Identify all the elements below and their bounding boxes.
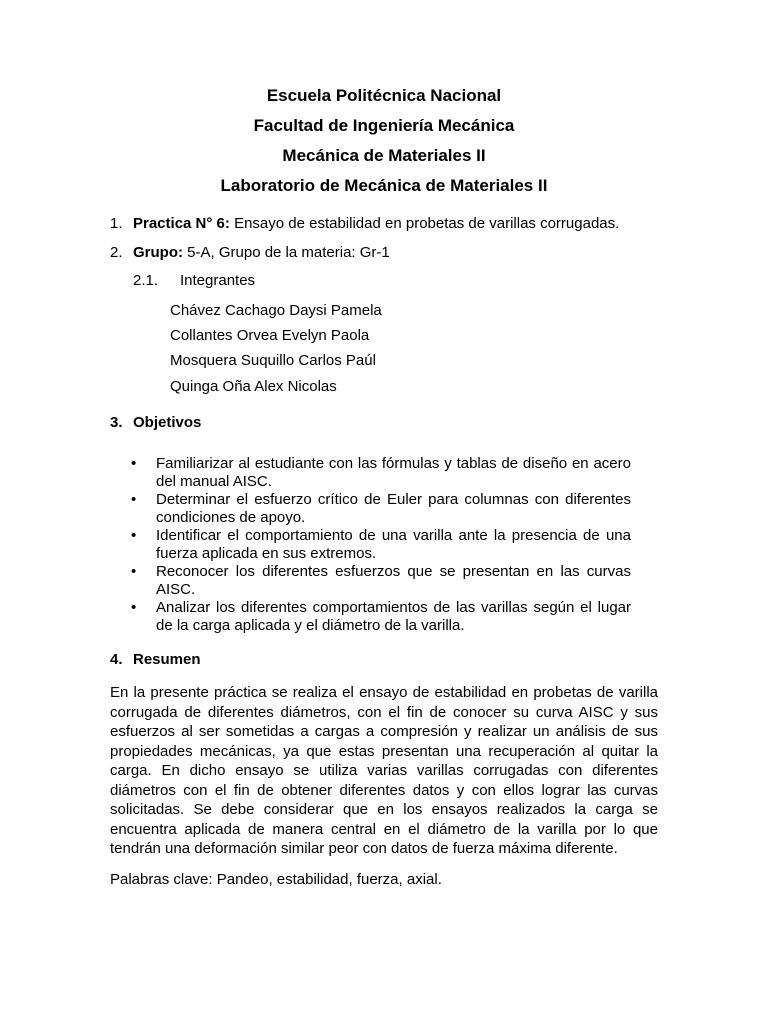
member-name: Quinga Oña Alex Nicolas <box>170 378 337 395</box>
group-text-wrap <box>133 244 390 262</box>
list-item <box>131 599 631 635</box>
document-header <box>0 86 768 206</box>
bullet-icon <box>131 527 136 545</box>
item-number: 2. <box>110 244 123 261</box>
bullet-icon <box>131 563 136 581</box>
practice-text-wrap <box>133 215 619 233</box>
list-item <box>131 491 631 527</box>
group-text: 5-A, Grupo de la materia: Gr-1 <box>187 244 390 261</box>
practice-label: Practica N° 6: <box>133 215 230 232</box>
group-label: Grupo: <box>133 244 183 261</box>
list-item <box>131 563 631 599</box>
member-name: Mosquera Suquillo Carlos Paúl <box>170 352 376 369</box>
course-title: Mecánica de Materiales II <box>282 146 486 165</box>
list-item <box>131 455 631 491</box>
item-number: 1. <box>110 215 123 232</box>
summary-paragraph: En la presente práctica se realiza el ensayo de estabilidad en probetas de varilla corrugada de diferentes diámetros, con el fin de conocer su curva AISC y sus esfuerzos al ser sometidas a cargas a compresión y realizar un análisis de sus propiedades mecánicas, ya que estas presentan una recuperación al quitar la carga. En dicho ensayo se utiliza varias varillas corrugadas con diferentes diámetros con el fin de obtener diferentes datos y con ellos lograr las curvas solicitadas. Se debe considerar que en los ensayos realizados la carga se encuentra aplicada de manera central en el diámetro de la varilla por lo que tendrán una deformación similar peor con datos de fuerza máxima diferente. <box>110 684 658 857</box>
objectives-label: Objetivos <box>133 414 202 431</box>
bullet-icon <box>131 455 136 473</box>
keywords-line: Palabras clave: Pandeo, estabilidad, fuerza, axial. <box>110 871 442 888</box>
list-item-text: Determinar el esfuerzo crítico de Euler para columnas con diferentes condiciones de apoyo. <box>156 491 631 526</box>
members-label: Integrantes <box>180 272 256 289</box>
member-name: Collantes Orvea Evelyn Paola <box>170 327 370 344</box>
member-name: Chávez Cachago Daysi Pamela <box>170 302 382 319</box>
item-number: 3. <box>110 414 123 431</box>
practice-text: Ensayo de estabilidad en probetas de varillas corrugadas. <box>234 215 620 232</box>
list-item-text: Familiarizar al estudiante con las fórmulas y tablas de diseño en acero del manual AISC. <box>156 455 631 490</box>
faculty-title: Facultad de Ingeniería Mecánica <box>253 116 515 135</box>
bullet-icon <box>131 491 136 509</box>
bullet-icon <box>131 599 136 617</box>
list-item <box>131 527 631 563</box>
institution-title: Escuela Politécnica Nacional <box>266 86 502 105</box>
lab-title: Laboratorio de Mecánica de Materiales II <box>220 176 548 195</box>
list-item-text: Reconocer los diferentes esfuerzos que se presentan en las curvas AISC. <box>156 563 631 598</box>
list-item-text: Analizar los diferentes comportamientos de las varillas según el lugar de la carga aplicada y el diámetro de la varilla. <box>156 599 631 634</box>
list-item-text: Identificar el comportamiento de una varilla ante la presencia de una fuerza aplicada en sus extremos. <box>156 527 631 562</box>
item-number: 4. <box>110 651 123 668</box>
sub-item-number: 2.1. <box>133 272 159 289</box>
summary-label: Resumen <box>133 651 201 668</box>
objectives-list <box>131 455 631 635</box>
members-subheading <box>133 272 256 290</box>
